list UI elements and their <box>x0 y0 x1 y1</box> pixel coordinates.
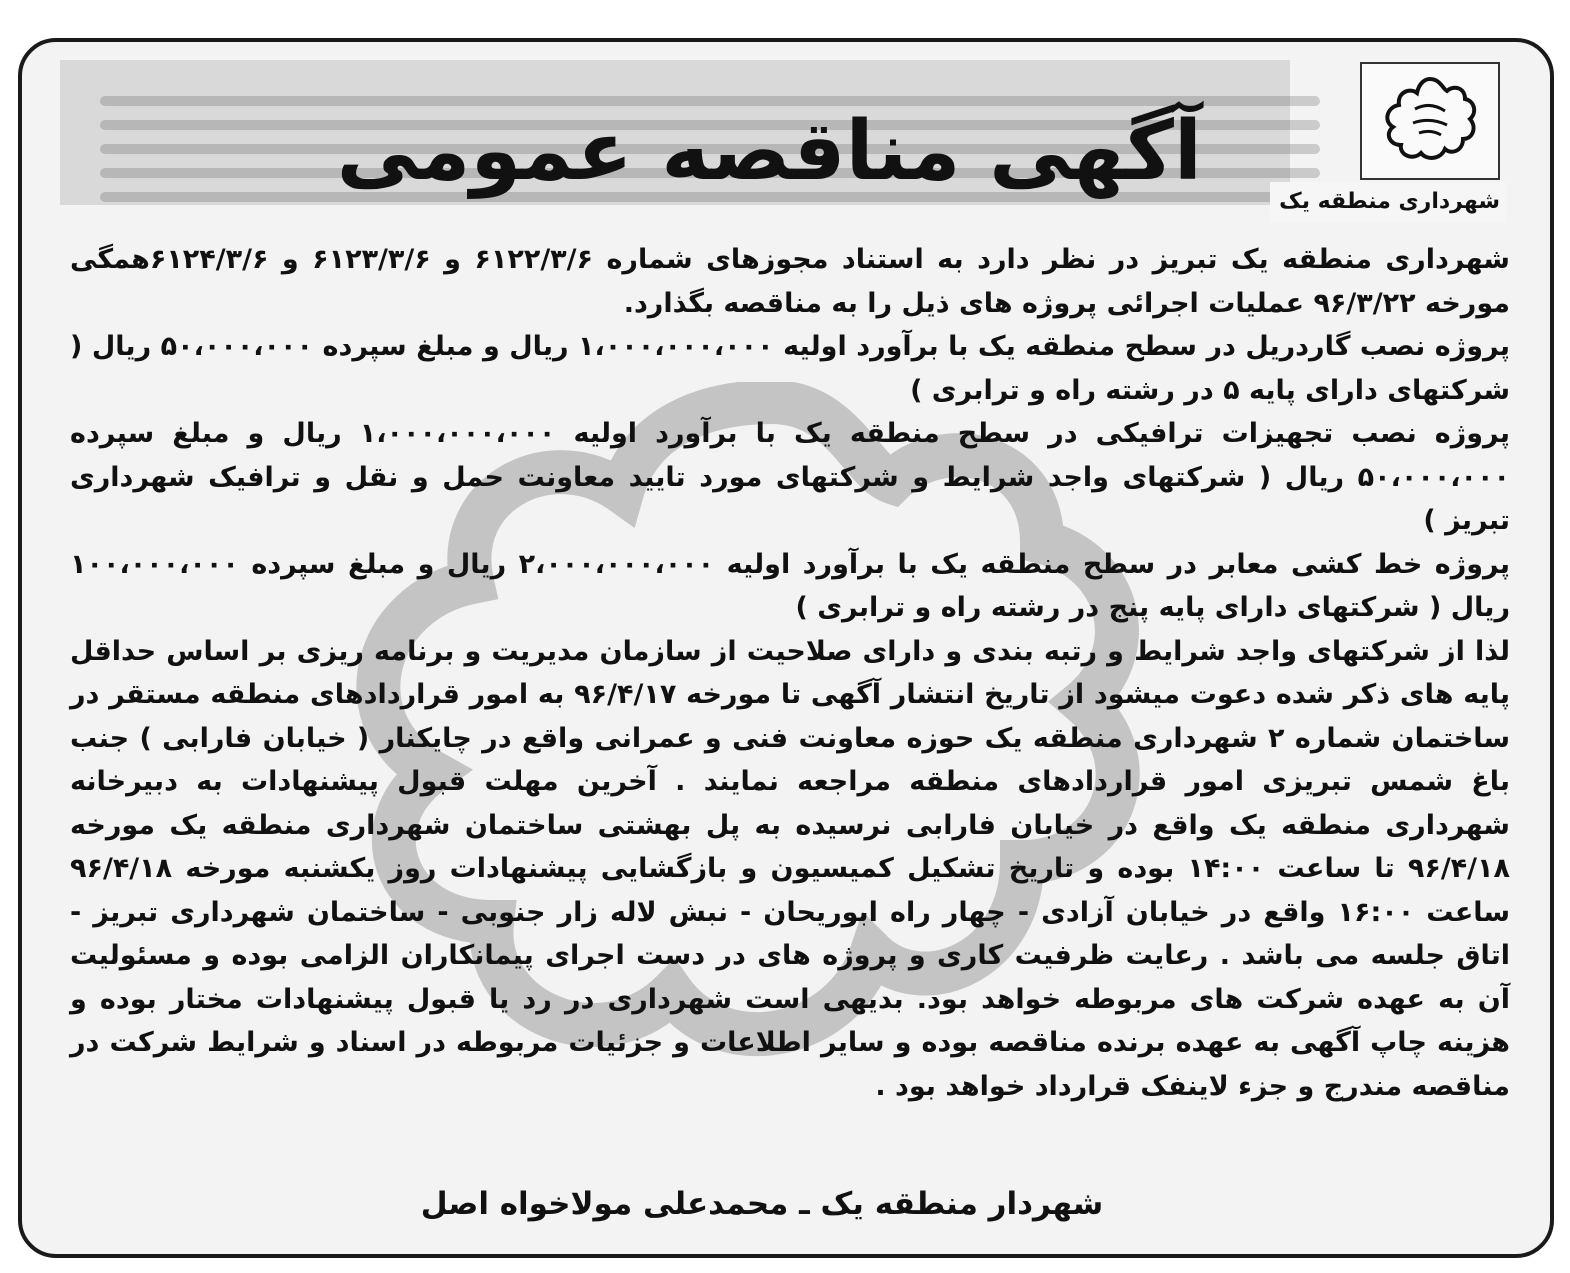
project-item: پروژه نصب گاردریل در سطح منطقه یک با برآورد اولیه ۱،۰۰۰،۰۰۰،۰۰۰ ریال و مبلغ سپرده ۵۰،۰۰۰،۰۰۰ ریال ( شرکتهای دارای پایه ۵ در رشته راه و ترابری ) <box>70 331 1510 406</box>
notice-frame <box>18 38 1554 1258</box>
intro-paragraph: شهرداری منطقه یک تبریز در نظر دارد به استناد مجوزهای شماره ۶۱۲۲/۳/۶ و ۶۱۲۳/۳/۶ و ۶۱۲۴/۳/۶همگی مورخه ۹۶/۳/۲۲ عملیات اجرائی پروژه های ذیل را به مناقصه بگذارد. <box>70 244 1510 319</box>
municipality-logo <box>1360 62 1500 180</box>
tabriz-municipality-flower-logo-icon <box>1375 71 1485 171</box>
notice-title: آگهی مناقصه عمومی <box>336 104 1202 199</box>
conditions-paragraph: لذا از شرکتهای واجد شرایط و رتبه بندی و دارای صلاحیت از سازمان مدیریت و برنامه ریزی بر اساس حداقل پایه های ذکر شده دعوت میشود از تاریخ انتشار آگهی تا مورخه ۹۶/۴/۱۷ به امور قراردادهای منطقه مستقر در ساختمان شماره ۲ شهرداری منطقه یک حوزه معاونت فنی و عمرانی واقع در چایکنار ( خیابان فارابی ) جنب باغ شمس تبریزی امور قراردادهای منطقه مراجعه نمایند . آخرین مهلت قبول پیشنهادات به دبیرخانه شهرداری منطقه یک واقع در خیابان فارابی نرسیده به پل بهشتی ساختمان شهرداری منطقه یک مورخه ۹۶/۴/۱۸ تا ساعت ۱۴:۰۰ بوده و تاریخ تشکیل کمیسیون و بازگشایی پیشنهادات روز یکشنبه مورخه ۹۶/۴/۱۸ ساعت ۱۶:۰۰ واقع در خیابان آزادی - چهار راه ابوریحان - نبش لاله زار جنوبی - ساختمان شهرداری تبریز - اتاق جلسه می باشد . رعایت ظرفیت کاری و پروژه های در دست اجرای پیمانکاران الزامی بوده و مسئولیت آن به عهده شرکت های مربوطه خواهد بود. بدیهی است شهرداری در رد یا قبول پیشنهادات مختار بوده و هزینه چاپ آگهی به عهده برنده مناقصه بوده و سایر اطلاعات و جزئیات مربوطه در اسناد و شرایط شرکت در مناقصه مندرج و جزء لاینفک قرارداد خواهد بود . <box>70 635 1511 1102</box>
project-item: پروژه نصب تجهیزات ترافیکی در سطح منطقه یک با برآورد اولیه ۱،۰۰۰،۰۰۰،۰۰۰ ریال و مبلغ سپرده ۵۰،۰۰۰،۰۰۰ ریال ( شرکتهای واجد شرایط و شرکتهای مورد تایید معاونت حمل و نقل و ترافیک شهرداری تبریز ) <box>70 418 1510 536</box>
project-item: پروژه خط کشی معابر در سطح منطقه یک با برآورد اولیه ۲،۰۰۰،۰۰۰،۰۰۰ ریال و مبلغ سپرده ۱۰۰،۰۰۰،۰۰۰ ریال ( شرکتهای دارای پایه پنج در رشته راه و ترابری ) <box>70 548 1510 623</box>
notice-body <box>70 238 1510 1108</box>
mayor-signature: شهردار منطقه یک ـ محمدعلی مولاخواه اصل <box>420 1186 1104 1222</box>
organization-label: شهرداری منطقه یک <box>1270 182 1506 222</box>
